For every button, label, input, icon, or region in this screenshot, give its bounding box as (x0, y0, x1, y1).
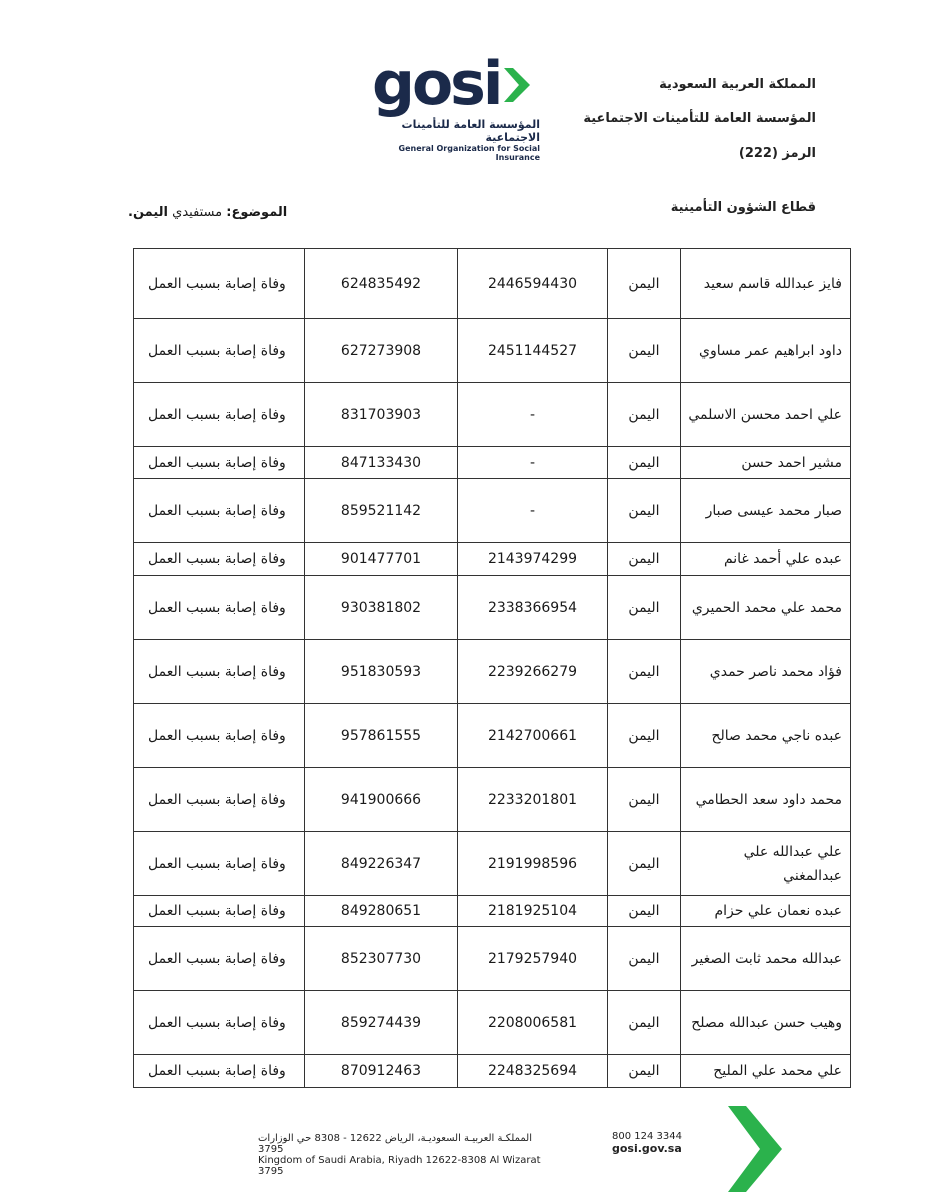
table-row (134, 383, 851, 447)
header-kingdom: المملكة العربية السعودية (659, 77, 816, 92)
beneficiary-country: اليمن (608, 447, 681, 479)
footer-phone: 800 124 3344 (612, 1131, 682, 1142)
table-row (134, 768, 851, 832)
beneficiary-id-number: - (458, 479, 608, 543)
beneficiary-name: فؤاد محمد ناصر حمدي (681, 640, 851, 704)
table-row (134, 319, 851, 383)
beneficiary-country: اليمن (608, 576, 681, 640)
beneficiary-cause: وفاة إصابة بسبب العمل (134, 640, 305, 704)
chevron-right-icon (504, 68, 530, 102)
beneficiary-insurance-number: 901477701 (305, 543, 458, 576)
beneficiary-cause: وفاة إصابة بسبب العمل (134, 383, 305, 447)
beneficiary-country: اليمن (608, 896, 681, 927)
beneficiary-name: داود ابراهيم عمر مساوي (681, 319, 851, 383)
subject-line (128, 205, 287, 220)
beneficiary-insurance-number: 624835492 (305, 249, 458, 319)
beneficiary-cause: وفاة إصابة بسبب العمل (134, 447, 305, 479)
beneficiary-id-number: - (458, 383, 608, 447)
beneficiary-name: فايز عبدالله قاسم سعيد (681, 249, 851, 319)
beneficiary-insurance-number: 627273908 (305, 319, 458, 383)
beneficiary-insurance-number: 831703903 (305, 383, 458, 447)
beneficiary-insurance-number: 852307730 (305, 927, 458, 991)
logo-wordmark (372, 49, 557, 119)
table-row (134, 832, 851, 896)
beneficiary-id-number: 2208006581 (458, 991, 608, 1055)
footer-address (258, 1133, 558, 1177)
table-row (134, 704, 851, 768)
beneficiary-cause: وفاة إصابة بسبب العمل (134, 768, 305, 832)
beneficiary-id-number: 2143974299 (458, 543, 608, 576)
table-row (134, 927, 851, 991)
beneficiary-cause: وفاة إصابة بسبب العمل (134, 576, 305, 640)
beneficiary-country: اليمن (608, 832, 681, 896)
table-row (134, 447, 851, 479)
beneficiary-insurance-number: 847133430 (305, 447, 458, 479)
beneficiary-country: اليمن (608, 543, 681, 576)
beneficiary-name: عبدالله محمد ثابت الصغير (681, 927, 851, 991)
beneficiary-name: عبده ناجي محمد صالح (681, 704, 851, 768)
footer-contact (612, 1131, 682, 1155)
beneficiary-cause: وفاة إصابة بسبب العمل (134, 927, 305, 991)
beneficiary-country: اليمن (608, 640, 681, 704)
beneficiary-id-number: 2338366954 (458, 576, 608, 640)
beneficiary-cause: وفاة إصابة بسبب العمل (134, 319, 305, 383)
footer-website[interactable]: gosi.gov.sa (612, 1142, 682, 1155)
beneficiary-cause: وفاة إصابة بسبب العمل (134, 896, 305, 927)
table-row (134, 640, 851, 704)
beneficiary-country: اليمن (608, 319, 681, 383)
chevron-right-icon (728, 1106, 782, 1192)
beneficiary-id-number: - (458, 447, 608, 479)
beneficiary-cause: وفاة إصابة بسبب العمل (134, 1055, 305, 1088)
beneficiary-insurance-number: 849280651 (305, 896, 458, 927)
beneficiary-name: صبار محمد عيسى صبار (681, 479, 851, 543)
beneficiary-name: علي عبدالله علي عبدالمغني (681, 832, 851, 896)
table-row (134, 576, 851, 640)
beneficiary-id-number: 2451144527 (458, 319, 608, 383)
beneficiary-name: عبده نعمان علي حزام (681, 896, 851, 927)
beneficiary-id-number: 2142700661 (458, 704, 608, 768)
beneficiaries-table (133, 248, 851, 1088)
beneficiary-cause: وفاة إصابة بسبب العمل (134, 479, 305, 543)
beneficiary-cause: وفاة إصابة بسبب العمل (134, 704, 305, 768)
gosi-logo (372, 49, 557, 162)
footer-address-arabic: المملكـة العربيـة السعوديـة، الرياض 12622 - 8308 حي الوزارات 3795 (258, 1133, 532, 1155)
header-code: الرمز (222) (738, 146, 816, 161)
beneficiary-cause: وفاة إصابة بسبب العمل (134, 543, 305, 576)
beneficiary-name: علي احمد محسن الاسلمي (681, 383, 851, 447)
beneficiary-id-number: 2239266279 (458, 640, 608, 704)
beneficiary-insurance-number: 951830593 (305, 640, 458, 704)
beneficiary-country: اليمن (608, 991, 681, 1055)
beneficiary-id-number: 2179257940 (458, 927, 608, 991)
beneficiary-cause: وفاة إصابة بسبب العمل (134, 832, 305, 896)
table-row (134, 896, 851, 927)
beneficiary-country: اليمن (608, 704, 681, 768)
table-row (134, 1055, 851, 1088)
subject-label: الموضوع: (226, 205, 288, 220)
beneficiary-id-number: 2446594430 (458, 249, 608, 319)
logo-arabic-name: المؤسسة العامة للتأمينات الاجتماعية (401, 118, 540, 144)
beneficiary-insurance-number: 859521142 (305, 479, 458, 543)
beneficiary-name: مشير احمد حسن (681, 447, 851, 479)
logo-word: gosi (372, 49, 501, 119)
beneficiary-insurance-number: 957861555 (305, 704, 458, 768)
footer-address-english: Kingdom of Saudi Arabia, Riyadh 12622-8308 Al Wizarat 3795 (258, 1155, 541, 1177)
beneficiary-name: محمد داود سعد الحطامي (681, 768, 851, 832)
logo-english-name: General Organization for Social Insurance (398, 144, 540, 162)
header-sector: قطاع الشؤون التأمينية (670, 200, 816, 215)
table-row (134, 543, 851, 576)
beneficiary-insurance-number: 941900666 (305, 768, 458, 832)
table-row (134, 249, 851, 319)
beneficiary-insurance-number: 870912463 (305, 1055, 458, 1088)
subject-text: مستفيدي (172, 205, 223, 220)
beneficiary-country: اليمن (608, 249, 681, 319)
beneficiary-id-number: 2181925104 (458, 896, 608, 927)
beneficiary-country: اليمن (608, 768, 681, 832)
beneficiary-id-number: 2248325694 (458, 1055, 608, 1088)
beneficiary-name: عبده علي أحمد غانم (681, 543, 851, 576)
beneficiary-insurance-number: 849226347 (305, 832, 458, 896)
beneficiary-cause: وفاة إصابة بسبب العمل (134, 991, 305, 1055)
beneficiary-id-number: 2233201801 (458, 768, 608, 832)
beneficiary-name: علي محمد علي المليح (681, 1055, 851, 1088)
subject-highlight: اليمن. (128, 205, 168, 220)
beneficiary-name: محمد علي محمد الحميري (681, 576, 851, 640)
header-org: المؤسسة العامة للتأمينات الاجتماعية (583, 111, 816, 126)
beneficiary-id-number: 2191998596 (458, 832, 608, 896)
beneficiary-country: اليمن (608, 479, 681, 543)
beneficiary-country: اليمن (608, 383, 681, 447)
beneficiary-cause: وفاة إصابة بسبب العمل (134, 249, 305, 319)
beneficiary-insurance-number: 930381802 (305, 576, 458, 640)
beneficiary-name: وهيب حسن عبدالله مصلح (681, 991, 851, 1055)
table-row (134, 479, 851, 543)
beneficiary-country: اليمن (608, 927, 681, 991)
beneficiary-insurance-number: 859274439 (305, 991, 458, 1055)
beneficiary-country: اليمن (608, 1055, 681, 1088)
table-row (134, 991, 851, 1055)
